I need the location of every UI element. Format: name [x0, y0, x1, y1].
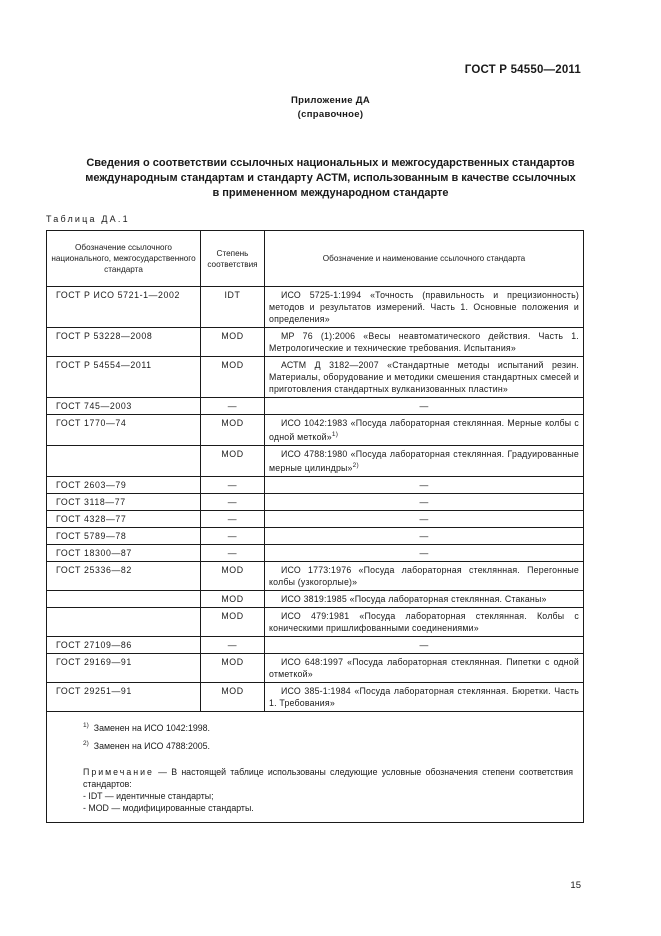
table-header-row [47, 231, 584, 287]
table-row [47, 636, 584, 653]
reference-text: МР 76 (1):2006 «Весы неавтоматического действия. Часть 1. Метрологические и технические требования. Испытания» [269, 331, 579, 353]
standard-designation: ГОСТ 5789—78 [47, 527, 201, 544]
table-row [47, 561, 584, 590]
table-row [47, 493, 584, 510]
reference-text: ИСО 4788:1980 «Посуда лабораторная стеклянная. Градуированные мерные цилиндры» [269, 448, 579, 473]
column-header-reference: Обозначение и наименование ссылочного стандарта [265, 231, 584, 287]
table-row [47, 476, 584, 493]
reference-text: ИСО 5725-1:1994 «Точность (правильность и прецизионность) методов и результатов измерений. Часть 1. Основные положения и определения» [269, 290, 579, 324]
standard-designation: ГОСТ 2603—79 [47, 476, 201, 493]
reference-standard [265, 476, 584, 493]
conformity-degree: MOD [201, 653, 265, 682]
conformity-degree: — [201, 398, 265, 415]
footnote [83, 720, 573, 734]
correspondence-table [46, 230, 584, 823]
note-label: Примечание [83, 766, 154, 777]
reference-standard [265, 415, 584, 446]
footnote-mark: 1) [83, 721, 89, 729]
footnote-reference: 1) [331, 431, 339, 438]
footnote-reference: 2) [352, 461, 359, 469]
note-item: - MOD — модифицированные стандарты. [83, 802, 254, 813]
reference-text: — [419, 401, 429, 411]
conformity-degree: IDT [201, 287, 265, 328]
conformity-degree: MOD [201, 590, 265, 607]
standard-designation [47, 607, 201, 636]
table-note [83, 766, 573, 790]
standard-designation: ГОСТ Р ИСО 5721-1—2002 [47, 287, 201, 328]
reference-text: ИСО 1042:1983 «Посуда лабораторная стеклянная. Мерные колбы с одной меткой» [269, 418, 579, 442]
appendix-subtitle: (справочное) [297, 109, 364, 120]
reference-text: ИСО 648:1997 «Посуда лабораторная стеклянная. Пипетки с одной отметкой» [269, 656, 579, 679]
reference-standard [265, 445, 584, 476]
footnote [83, 738, 573, 752]
table-label: Таблица ДА.1 [46, 214, 130, 224]
reference-standard [265, 510, 584, 527]
reference-text: — [419, 530, 429, 541]
reference-text: ИСО 1773:1976 «Посуда лабораторная стеклянная. Перегонные колбы (узкогорлые)» [269, 564, 579, 587]
reference-standard [265, 493, 584, 510]
reference-standard [265, 653, 584, 682]
reference-standard [265, 398, 584, 415]
reference-standard [265, 527, 584, 544]
reference-standard [265, 636, 584, 653]
conformity-degree: — [201, 510, 265, 527]
table-row [47, 415, 584, 446]
conformity-degree: MOD [201, 328, 265, 357]
reference-text: АСТМ Д 3182—2007 «Стандартные методы испытаний резин. Материалы, оборудование и методики смешения стандартных смесей и приготовления стандартных вулканизованных пластин» [269, 360, 579, 394]
section-title-line: Сведения о соответствии ссылочных национальных и межгосударственных стандартов [86, 157, 575, 169]
reference-standard [265, 544, 584, 561]
conformity-degree: MOD [201, 415, 265, 446]
table-row [47, 682, 584, 711]
notes-row [47, 711, 584, 822]
conformity-degree: MOD [201, 607, 265, 636]
standard-designation: ГОСТ 25336—82 [47, 561, 201, 590]
conformity-degree: MOD [201, 561, 265, 590]
reference-standard [265, 607, 584, 636]
reference-text: — [419, 496, 429, 507]
reference-standard [265, 287, 584, 328]
reference-standard [265, 682, 584, 711]
reference-standard [265, 357, 584, 398]
document-code: ГОСТ Р 54550—2011 [464, 64, 581, 76]
table-row [47, 653, 584, 682]
note-item: - IDT — идентичные стандарты; [83, 790, 214, 801]
table-row [47, 357, 584, 398]
standard-designation: ГОСТ Р 53228—2008 [47, 328, 201, 357]
standard-designation: ГОСТ Р 54554—2011 [47, 357, 201, 398]
table-row [47, 445, 584, 476]
section-title [60, 156, 601, 201]
note-text: — В настоящей таблице использованы следующие условные обозначения степени соответствия стандартов: [83, 766, 573, 789]
table-row [47, 328, 584, 357]
reference-standard [265, 328, 584, 357]
page-number: 15 [570, 880, 581, 891]
conformity-degree: MOD [201, 357, 265, 398]
footnote-text: Заменен на ИСО 4788:2005. [93, 740, 210, 751]
table-row [47, 607, 584, 636]
reference-text: — [419, 513, 429, 524]
column-header-standard: Обозначение ссылочного национального, межгосударственного стандарта [47, 231, 201, 287]
standard-designation: ГОСТ 29251—91 [47, 682, 201, 711]
reference-text: — [419, 479, 429, 490]
reference-text: ИСО 385-1:1984 «Посуда лабораторная стеклянная. Бюретки. Часть 1. Требования» [269, 685, 579, 708]
table-row [47, 527, 584, 544]
notes-cell [47, 711, 584, 822]
standard-designation: ГОСТ 1770—74 [47, 415, 201, 446]
appendix-title: Приложение ДА [291, 95, 370, 106]
conformity-degree: — [201, 493, 265, 510]
standard-designation: ГОСТ 29169—91 [47, 653, 201, 682]
section-title-line: в примененном международном стандарте [212, 187, 449, 199]
conformity-degree: MOD [201, 445, 265, 476]
conformity-degree: — [201, 636, 265, 653]
standard-designation [47, 590, 201, 607]
footnote-text: Заменен на ИСО 1042:1998. [93, 722, 210, 733]
section-title-line: международным стандартам и стандарту АСТМ, использованным в качестве ссылочных [85, 172, 576, 184]
reference-text: — [419, 639, 429, 650]
standard-designation: ГОСТ 4328—77 [47, 510, 201, 527]
conformity-degree: MOD [201, 682, 265, 711]
reference-text: ИСО 3819:1985 «Посуда лабораторная стеклянная. Стаканы» [281, 593, 547, 604]
footnote-mark: 2) [83, 739, 89, 747]
table-row [47, 544, 584, 561]
standard-designation: ГОСТ 745—2003 [47, 398, 201, 415]
conformity-degree: — [201, 544, 265, 561]
standard-designation: ГОСТ 18300—87 [47, 544, 201, 561]
reference-standard [265, 590, 584, 607]
reference-standard [265, 561, 584, 590]
conformity-degree: — [201, 527, 265, 544]
standard-designation [47, 445, 201, 476]
table-row [47, 590, 584, 607]
reference-text: ИСО 479:1981 «Посуда лабораторная стеклянная. Колбы с коническими пришлифованными соединениями» [269, 610, 579, 633]
conformity-degree: — [201, 476, 265, 493]
standard-designation: ГОСТ 27109—86 [47, 636, 201, 653]
table-row [47, 398, 584, 415]
standard-designation: ГОСТ 3118—77 [47, 493, 201, 510]
reference-text: — [419, 547, 429, 558]
table-row [47, 510, 584, 527]
table-row [47, 287, 584, 328]
column-header-degree: Степень соответствия [201, 231, 265, 287]
